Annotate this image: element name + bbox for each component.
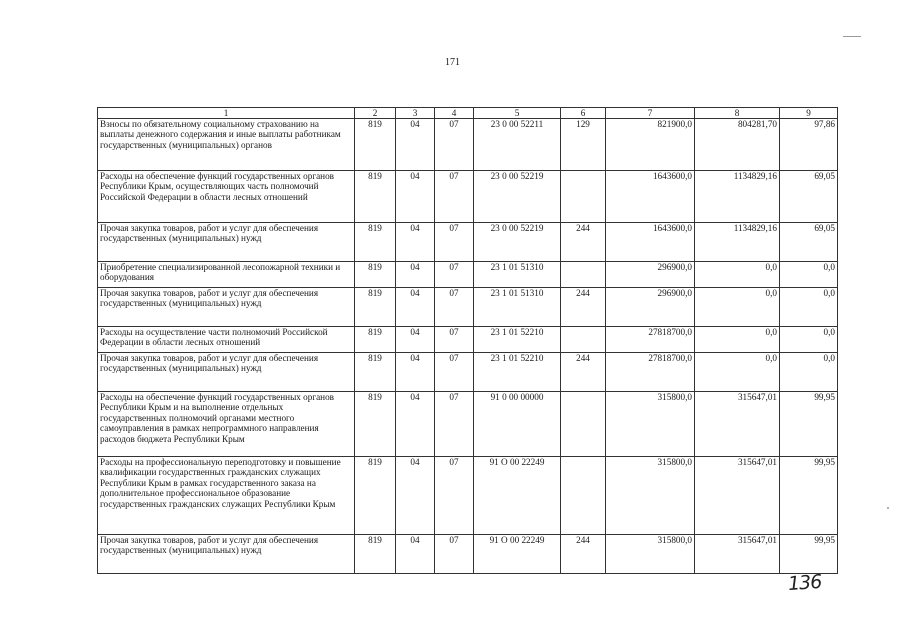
admin-code: 819 <box>355 327 396 353</box>
executed-amount: 1134829,16 <box>695 171 780 223</box>
admin-code: 819 <box>355 119 396 171</box>
scan-mark <box>843 36 861 37</box>
section-code: 04 <box>396 353 435 392</box>
expense-type-code <box>561 457 606 535</box>
column-header: 2 <box>355 108 396 119</box>
table-row <box>98 288 838 327</box>
expense-type-code: 244 <box>561 353 606 392</box>
target-article-code: 23 0 00 52219 <box>474 223 561 262</box>
target-article-code: 23 1 01 52210 <box>474 353 561 392</box>
executed-amount: 315647,01 <box>695 392 780 457</box>
column-header: 4 <box>435 108 474 119</box>
subsection-code: 07 <box>435 288 474 327</box>
section-code: 04 <box>396 119 435 171</box>
planned-amount: 821900,0 <box>606 119 695 171</box>
expense-name: Расходы на осуществление части полномочий Российской Федерации в области лесных отношений <box>98 327 355 353</box>
expense-type-code <box>561 327 606 353</box>
subsection-code: 07 <box>435 392 474 457</box>
expense-name: Прочая закупка товаров, работ и услуг для обеспечения государственных (муниципальных) нужд <box>98 288 355 327</box>
table-row <box>98 171 838 223</box>
scan-dot <box>887 507 889 509</box>
planned-amount: 315800,0 <box>606 535 695 574</box>
table-row <box>98 392 838 457</box>
admin-code: 819 <box>355 457 396 535</box>
target-article-code: 23 1 01 52210 <box>474 327 561 353</box>
planned-amount: 1643600,0 <box>606 171 695 223</box>
executed-amount: 0,0 <box>695 353 780 392</box>
expense-name: Расходы на обеспечение функций государственных органов Республики Крым и на выполнение отдельных государственных полномочий органами местного самоуправления в рамках непрограммного направления расходов бюджета Республики Крым <box>98 392 355 457</box>
admin-code: 819 <box>355 262 396 288</box>
section-code: 04 <box>396 288 435 327</box>
budget-table <box>97 107 838 574</box>
expense-type-code <box>561 392 606 457</box>
handwritten-page-mark: 136 <box>787 570 822 596</box>
execution-percent: 99,95 <box>780 457 838 535</box>
target-article-code: 91 О 00 22249 <box>474 535 561 574</box>
column-header: 3 <box>396 108 435 119</box>
executed-amount: 804281,70 <box>695 119 780 171</box>
section-code: 04 <box>396 392 435 457</box>
expense-type-code: 129 <box>561 119 606 171</box>
execution-percent: 99,95 <box>780 392 838 457</box>
target-article-code: 23 1 01 51310 <box>474 288 561 327</box>
column-header: 5 <box>474 108 561 119</box>
executed-amount: 0,0 <box>695 327 780 353</box>
execution-percent: 0,0 <box>780 262 838 288</box>
section-code: 04 <box>396 171 435 223</box>
execution-percent: 97,86 <box>780 119 838 171</box>
admin-code: 819 <box>355 171 396 223</box>
table-row <box>98 262 838 288</box>
target-article-code: 91 0 00 00000 <box>474 392 561 457</box>
executed-amount: 0,0 <box>695 288 780 327</box>
section-code: 04 <box>396 262 435 288</box>
subsection-code: 07 <box>435 535 474 574</box>
target-article-code: 23 1 01 51310 <box>474 262 561 288</box>
subsection-code: 07 <box>435 457 474 535</box>
target-article-code: 23 0 00 52211 <box>474 119 561 171</box>
target-article-code: 91 О 00 22249 <box>474 457 561 535</box>
expense-name: Взносы по обязательному социальному страхованию на выплаты денежного содержания и иные выплаты работникам государственных (муниципальных) органов <box>98 119 355 171</box>
page-number: 171 <box>445 57 460 68</box>
expense-name: Прочая закупка товаров, работ и услуг для обеспечения государственных (муниципальных) нужд <box>98 535 355 574</box>
section-code: 04 <box>396 327 435 353</box>
expense-name: Прочая закупка товаров, работ и услуг для обеспечения государственных (муниципальных) нужд <box>98 353 355 392</box>
execution-percent: 69,05 <box>780 223 838 262</box>
column-header: 6 <box>561 108 606 119</box>
admin-code: 819 <box>355 392 396 457</box>
target-article-code: 23 0 00 52219 <box>474 171 561 223</box>
subsection-code: 07 <box>435 262 474 288</box>
executed-amount: 315647,01 <box>695 535 780 574</box>
execution-percent: 69,05 <box>780 171 838 223</box>
planned-amount: 315800,0 <box>606 392 695 457</box>
section-code: 04 <box>396 223 435 262</box>
expense-name: Приобретение специализированной лесопожарной техники и оборудования <box>98 262 355 288</box>
expense-type-code <box>561 171 606 223</box>
execution-percent: 0,0 <box>780 288 838 327</box>
expense-name: Расходы на профессиональную переподготовку и повышение квалификации государственных гражданских служащих Республики Крым в рамках государственного заказа на дополнительное профессиональное образование государственных гражданских служащих Республики Крым <box>98 457 355 535</box>
expense-name: Расходы на обеспечение функций государственных органов Республики Крым, осуществляющих часть полномочий Российской Федерации в области лесных отношений <box>98 171 355 223</box>
expense-type-code: 244 <box>561 535 606 574</box>
subsection-code: 07 <box>435 119 474 171</box>
admin-code: 819 <box>355 223 396 262</box>
planned-amount: 315800,0 <box>606 457 695 535</box>
planned-amount: 1643600,0 <box>606 223 695 262</box>
table-row <box>98 535 838 574</box>
expense-name: Прочая закупка товаров, работ и услуг для обеспечения государственных (муниципальных) нужд <box>98 223 355 262</box>
table-row <box>98 327 838 353</box>
executed-amount: 0,0 <box>695 262 780 288</box>
table-row <box>98 119 838 171</box>
table-row <box>98 353 838 392</box>
subsection-code: 07 <box>435 327 474 353</box>
admin-code: 819 <box>355 288 396 327</box>
subsection-code: 07 <box>435 171 474 223</box>
expense-type-code: 244 <box>561 288 606 327</box>
planned-amount: 296900,0 <box>606 288 695 327</box>
section-code: 04 <box>396 457 435 535</box>
executed-amount: 1134829,16 <box>695 223 780 262</box>
table-row <box>98 223 838 262</box>
execution-percent: 0,0 <box>780 327 838 353</box>
executed-amount: 315647,01 <box>695 457 780 535</box>
expense-type-code <box>561 262 606 288</box>
column-header: 9 <box>780 108 838 119</box>
planned-amount: 27818700,0 <box>606 353 695 392</box>
header-row <box>98 108 838 119</box>
execution-percent: 0,0 <box>780 353 838 392</box>
execution-percent: 99,95 <box>780 535 838 574</box>
section-code: 04 <box>396 535 435 574</box>
table-row <box>98 457 838 535</box>
admin-code: 819 <box>355 535 396 574</box>
column-header: 7 <box>606 108 695 119</box>
subsection-code: 07 <box>435 353 474 392</box>
subsection-code: 07 <box>435 223 474 262</box>
column-header: 1 <box>98 108 355 119</box>
planned-amount: 27818700,0 <box>606 327 695 353</box>
planned-amount: 296900,0 <box>606 262 695 288</box>
admin-code: 819 <box>355 353 396 392</box>
column-header: 8 <box>695 108 780 119</box>
expense-type-code: 244 <box>561 223 606 262</box>
